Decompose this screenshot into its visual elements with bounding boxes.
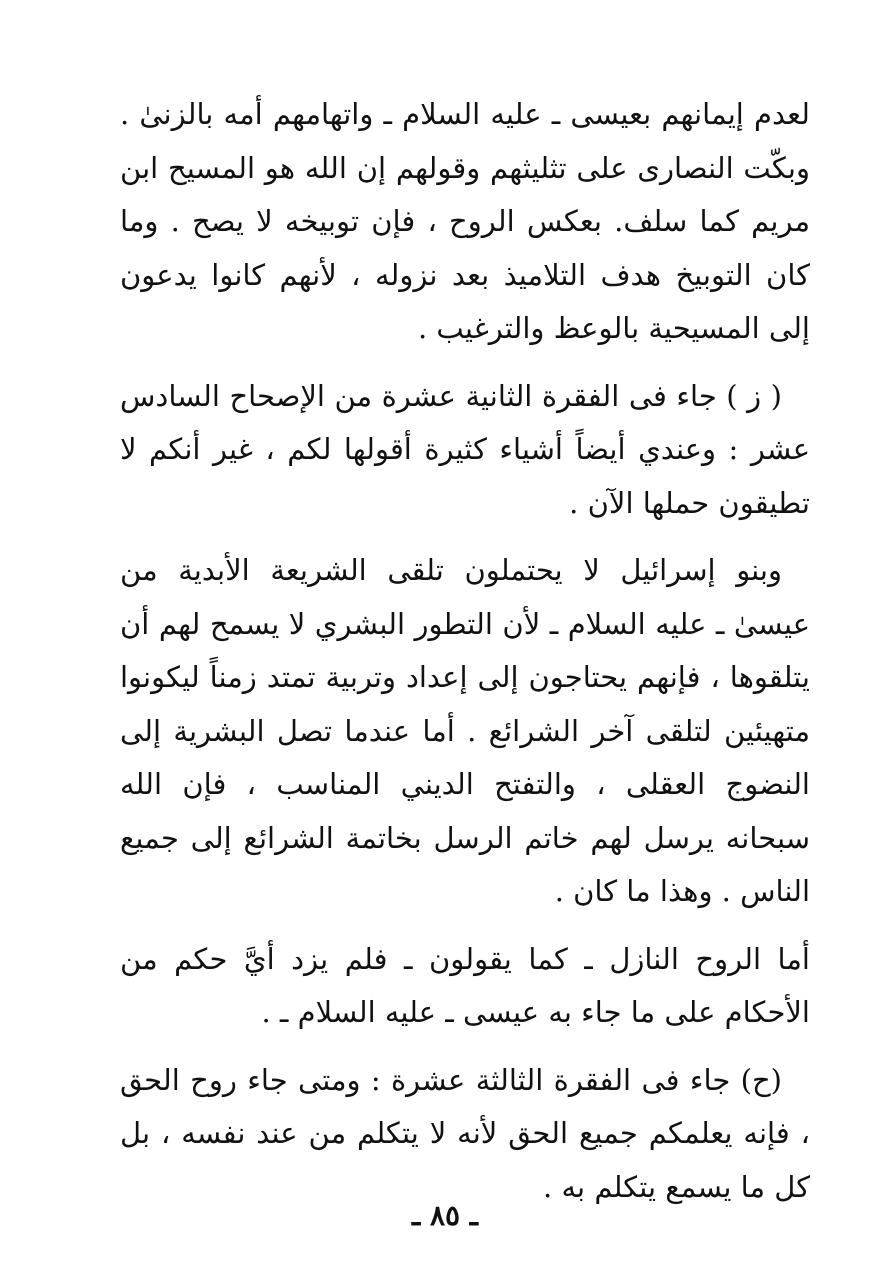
paragraph-1: لعدم إيمانهم بعيسى ـ عليه السلام ـ واتهامهم أمه بالزنىٰ . وبكّت النصارى على تثليثهم وقولهم إن الله هو المسيح ابن مريم كما سلف. بعكس الروح ، فإن توبيخه لا يصح . وما كان التوبيخ هدف التلاميذ بعد نزوله ، لأنهم كانوا يدعون إلى المسيحية بالوعظ والترغيب . xyxy=(120,97,810,345)
paragraph-5: (ح) جاء فى الفقرة الثالثة عشرة : ومتى جاء روح الحق ، فإنه يعلمكم جميع الحق لأنه لا يتكلم من عند نفسه ، بل كل ما يسمع يتكلم به . xyxy=(120,1062,810,1204)
paragraph-2: ( ز ) جاء فى الفقرة الثانية عشرة من الإصحاح السادس عشر : وعندي أيضاً أشياء كثيرة أقولها لكم ، غير أنكم لا تطيقون حملها الآن . xyxy=(120,378,810,520)
page-body xyxy=(120,88,810,1228)
paragraph-4: أما الروح النازل ـ كما يقولون ـ فلم يزد أيَّ حكم من الأحكام على ما جاء به عيسى ـ عليه السلام ـ . xyxy=(120,941,810,1029)
page-number: ـ ٨٥ ـ xyxy=(412,1199,478,1232)
paragraph-3: وبنو إسرائيل لا يحتملون تلقى الشريعة الأبدية من عيسىٰ ـ عليه السلام ـ لأن التطور البشري لا يسمح لهم أن يتلقوها ، فإنهم يحتاجون إلى إعداد وتربية تمتد زمناً ليكونوا متهيئين لتلقى آخر الشرائع . أما عندما تصل البشرية إلى النضوج العقلى ، والتفتح الديني المناسب ، فإن الله سبحانه يرسل لهم خاتم الرسل بخاتمة الشرائع إلى جميع الناس . وهذا ما كان . xyxy=(120,553,810,908)
